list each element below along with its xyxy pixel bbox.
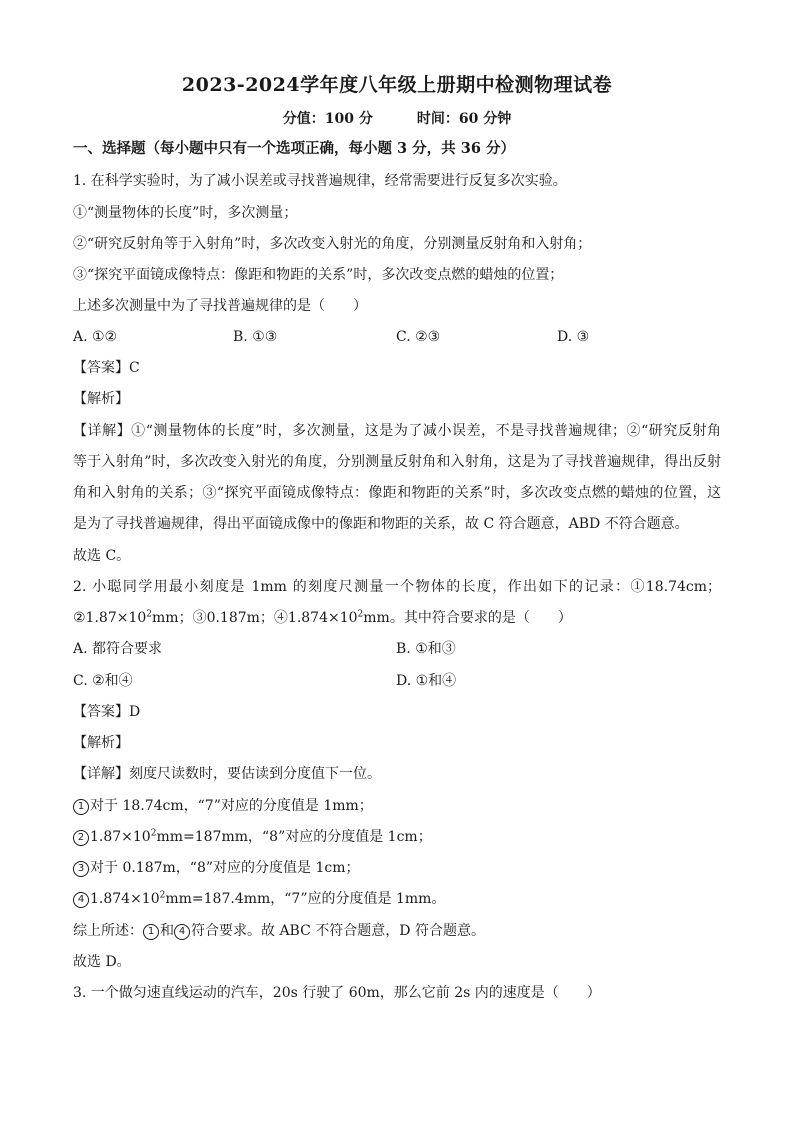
q2-stem-line-1: 2. 小聪同学用最小刻度是 1mm 的刻度尺测量一个物体的长度，作出如下的记录：①18.74cm； [73, 579, 721, 595]
q2-detail-item-2 [73, 827, 432, 847]
time-info: 时间：60 分钟 [416, 111, 512, 127]
exponent: 2 [159, 890, 166, 901]
exam-info [0, 108, 794, 128]
page-title: 2023-2024学年度八年级上册期中检测物理试卷 [181, 74, 613, 96]
q1-detail-line-4: 是为了寻找普遍规律，得出平面镜成像中的像距和物距的关系，故 C 符合题意，ABD 不符合题意。 [73, 516, 689, 532]
circled-number-4: 4 [174, 924, 190, 940]
q2-detail-text: mm=187mm，“8”对应的分度值是 1cm； [156, 829, 432, 845]
q1-option-a: A. ①② [73, 329, 118, 345]
q1-detail-line-1: 【详解】①“测量物体的长度”时，多次测量，这是为了减小误差，不是寻找普遍规律；②“研究反射角 [73, 423, 721, 439]
q1-option-d: D. ③ [557, 329, 590, 345]
q2-conclusion: 故选 D。 [73, 954, 131, 970]
exponent: 2 [357, 609, 364, 620]
q1-stem: 1. 在科学实验时，为了减小误差或寻找普遍规律，经常需要进行反复多次实验。 [73, 173, 567, 189]
q1-item-1: ①“测量物体的长度”时，多次测量； [73, 205, 298, 221]
q2-answer: 【答案】D [73, 704, 141, 720]
q2-summary-text: 和 [160, 923, 174, 939]
score-info: 分值：100 分 [282, 111, 373, 127]
exponent: 2 [150, 828, 157, 839]
circled-number-4: 4 [73, 892, 89, 908]
q1-item-3: ③“探究平面镜成像特点：像距和物距的关系”时，多次改变点燃的蜡烛的位置； [73, 267, 564, 283]
q2-summary-text: 符合要求。故 ABC 不符合题意，D 符合题意。 [191, 923, 485, 939]
circled-number-2: 2 [73, 830, 89, 846]
q1-answer: 【答案】C [73, 360, 140, 376]
circled-number-1: 1 [73, 799, 89, 815]
q2-stem-part: mm；③0.187m；④1.874×10 [152, 610, 358, 626]
q2-option-d: D. ①和④ [396, 673, 457, 689]
q2-option-a: A. 都符合要求 [73, 641, 163, 657]
q1-conclusion: 故选 C。 [73, 548, 131, 564]
q1-analysis-label: 【解析】 [73, 391, 129, 407]
q2-detail-text: 对于 0.187m，“8”对应的分度值是 1cm； [90, 860, 360, 876]
q2-detail-intro: 【详解】刻度尺读数时，要估读到分度值下一位。 [73, 766, 381, 782]
q2-stem-part: ②1.87×10 [73, 610, 147, 626]
q2-detail-item-4 [73, 889, 445, 909]
q1-detail-line-3: 角和入射角的关系；③“探究平面镜成像特点：像距和物距的关系”时，多次改变点燃的蜡烛的位置，这 [73, 485, 721, 501]
q1-prompt: 上述多次测量中为了寻找普遍规律的是（ ） [73, 298, 367, 314]
q1-option-b: B. ①③ [233, 329, 278, 345]
q2-detail-text: 对于 18.74cm，“7”对应的分度值是 1mm； [90, 798, 373, 814]
q1-item-2: ②“研究反射角等于入射角”时，多次改变入射光的角度，分别测量反射角和入射角； [73, 236, 592, 252]
circled-number-1: 1 [143, 924, 159, 940]
section-heading: 一、选择题（每小题中只有一个选项正确，每小题 3 分，共 36 分） [73, 140, 515, 157]
circled-number-3: 3 [73, 861, 89, 877]
q2-summary [73, 921, 485, 941]
exponent: 2 [146, 609, 153, 620]
q2-detail-item-3 [73, 858, 360, 878]
q2-analysis-label: 【解析】 [73, 735, 129, 751]
q2-stem-line-2 [73, 608, 572, 628]
q2-stem-part: mm。其中符合要求的是（ ） [363, 610, 572, 626]
q2-detail-text: mm=187.4mm，“7”应的分度值是 1mm。 [165, 891, 446, 907]
q3-stem: 3. 一个做匀速直线运动的汽车，20s 行驶了 60m，那么它前 2s 内的速度是（ ） [73, 985, 601, 1001]
q2-option-b: B. ①和③ [396, 641, 456, 657]
q2-option-c: C. ②和④ [73, 673, 133, 689]
q2-summary-text: 综上所述： [73, 923, 143, 939]
q2-detail-item-1 [73, 796, 373, 816]
q1-option-c: C. ②③ [396, 329, 441, 345]
q2-detail-text: 1.874×10 [90, 891, 160, 907]
q2-detail-text: 1.87×10 [90, 829, 151, 845]
q1-detail-line-2: 等于入射角”时，多次改变入射光的角度，分别测量反射角和入射角，这是为了寻找普遍规律，得出反射 [73, 454, 721, 470]
